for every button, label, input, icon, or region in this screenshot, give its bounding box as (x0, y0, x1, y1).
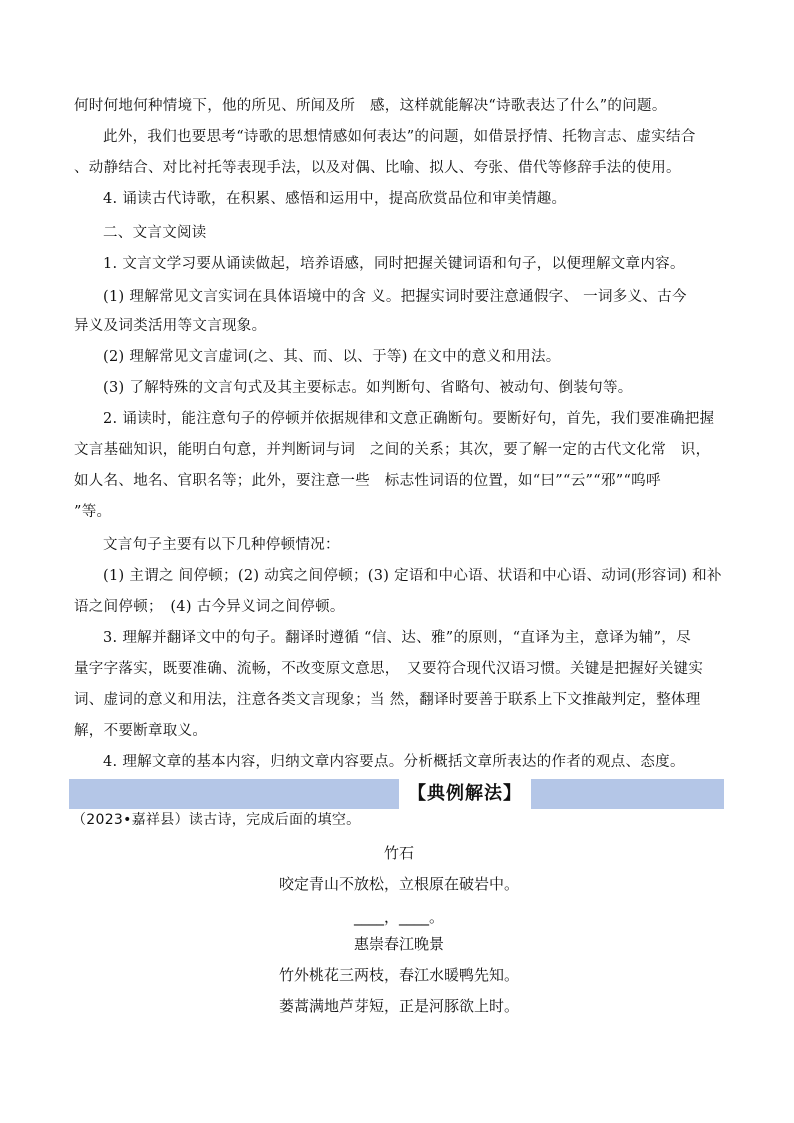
paragraph-line: 2. 诵读时，能注意句子的停顿并依据规律和文意正确断句。要断好句，首先，我们要准确把握 (103, 411, 715, 427)
paragraph-line: 量字字落实，既要准确、流畅，不改变原文意思， 又要符合现代汉语习惯。关键是把握好关键实 (74, 661, 704, 677)
paragraph-line: 、动静结合、对比衬托等表现手法，以及对偶、比喻、拟人、夸张、借代等修辞手法的使用。 (74, 160, 681, 176)
poem-line: 竹外桃花三两枝，春江水暖鸭先知。 (278, 966, 519, 984)
poem-line: 咬定青山不放松，立根原在破岩中。 (278, 875, 519, 893)
poem-title: 惠崇春江晚景 (353, 935, 444, 953)
paragraph-line: 文言句子主要有以下几种停顿情况： (103, 537, 340, 553)
paragraph-line: (1) 主谓之 间停顿；(2) 动宾之间停顿；(3) 定语和中心语、状语和中心语、动词(形容词) 和补 (103, 568, 722, 584)
paragraph-line: (1) 理解常见文言实词在具体语境中的含 义。把握实词时要注意通假字、 一词多义、古今 (103, 289, 687, 305)
paragraph-line: 4. 理解文章的基本内容，归纳文章内容要点。分析概括文章所表达的作者的观点、态度。 (103, 754, 685, 770)
paragraph-line: 词、虚词的意义和用法，注意各类文言现象；当 然，翻译时要善于联系上下文推敲判定，整体理 (74, 692, 701, 708)
paragraph-line: 异义及词类活用等文言现象。 (74, 318, 267, 334)
paragraph-line: (2) 理解常见文言虚词(之、其、而、以、于等) 在文中的意义和用法。 (103, 349, 561, 365)
poem-title: 竹石 (383, 844, 414, 862)
question-prompt: （2023•嘉祥县）读古诗，完成后面的填空。 (72, 812, 361, 828)
paragraph-line: 1. 文言文学习要从诵读做起，培养语感，同时把握关键词语和句子，以便理解文章内容。 (103, 256, 685, 272)
paragraph-line: (3) 了解特殊的文言句式及其主要标志。如判断句、省略句、被动句、倒装句等。 (103, 380, 633, 396)
paragraph-line: 文言基础知识，能明白句意，并判断词与词 之间的关系；其次，要了解一定的古代文化常 识， (74, 442, 711, 458)
poem-line: 蒌蒿满地芦芽短，正是河豚欲上时。 (278, 997, 519, 1015)
paragraph-line: ”等。 (74, 504, 112, 520)
paragraph-line: 如人名、地名、官职名等；此外，要注意一些 标志性词语的位置，如“曰”“云”“邪”“呜呼 (74, 473, 661, 489)
paragraph-line: 3. 理解并翻译文中的句子。翻译时遵循 “信、达、雅”的原则，“直译为主，意译为辅”，尽 (103, 630, 691, 646)
paragraph-line: 语之间停顿； (4) 古今异义词之间停顿。 (74, 599, 345, 615)
paragraph-line: 何时何地何种情境下，他的所见、所闻及所 感，这样就能解决“诗歌表达了什么”的问题。 (74, 98, 667, 114)
paragraph-line: 此外，我们也要思考“诗歌的思想情感如何表达”的问题，如借景抒情、托物言志、虚实结合 (103, 129, 696, 145)
paragraph-line: 解，不要断章取义。 (74, 723, 208, 739)
section-heading: 二、文言文阅读 (103, 225, 207, 241)
fill-in-blank-line: ____，____。 (353, 908, 444, 926)
paragraph-line: 4. 诵读古代诗歌，在积累、感悟和运用中，提高欣赏品位和审美情趣。 (103, 191, 567, 207)
section-banner-label: 【典例解法】 (399, 779, 531, 809)
